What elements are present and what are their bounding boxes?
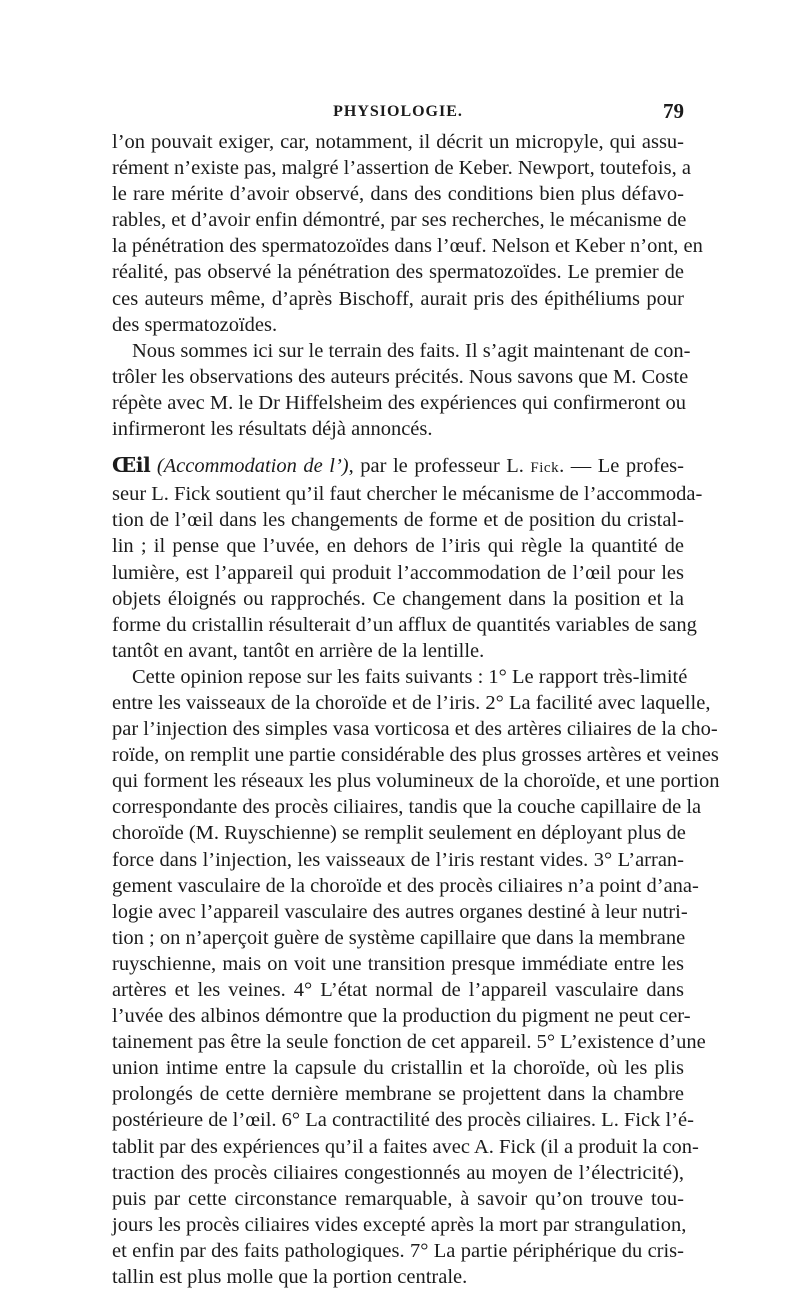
text-line: tantôt en avant, tantôt en arrière de la lentille. xyxy=(112,639,485,662)
author-name: Fick xyxy=(530,460,560,477)
text-line: Nous sommes ici sur le terrain des faits. Il s’agit maintenant de con- xyxy=(132,339,691,362)
text-line: rément n’existe pas, malgré l’assertion de Keber. Newport, toutefois, a xyxy=(112,157,691,180)
text-line: prolongés de cette dernière membrane se projettent dans la chambre xyxy=(112,1083,684,1106)
text-line: répète avec M. le Dr Hiffelsheim des expériences qui confirmeront ou xyxy=(112,391,686,414)
text-line: seur L. Fick soutient qu’il faut chercher le mécanisme de l’accommoda- xyxy=(112,483,703,506)
running-title: PHYSIOLOGIE. xyxy=(333,103,463,120)
text-line: jours les procès ciliaires vides excepté après la mort par strangulation, xyxy=(112,1213,687,1236)
section-heading-text: , par le professeur L. xyxy=(348,455,531,478)
text-line: ruyschienne, mais on voit une transition presque immédiate entre les xyxy=(112,952,684,975)
body-text xyxy=(112,129,720,1290)
section-gap xyxy=(112,442,684,452)
section-accommodation xyxy=(112,452,703,664)
text-line: le rare mérite d’avoir observé, dans des conditions bien plus défavo- xyxy=(112,183,684,206)
text-line: forme du cristallin résulterait d’un afflux de quantités variables de sang xyxy=(112,613,697,636)
text-line: Cette opinion repose sur les faits suivants : 1° Le rapport très-limité xyxy=(132,665,688,688)
text-line: lumière, est l’appareil qui produit l’accommodation de l’œil pour les xyxy=(112,561,684,584)
text-line: par l’injection des simples vasa vorticosa et des artères ciliaires de la cho- xyxy=(112,718,718,741)
text-line: qui forment les réseaux les plus volumineux de la choroïde, et une portion xyxy=(112,770,720,793)
text-line: puis par cette circonstance remarquable, à savoir qu’on trouve tou- xyxy=(112,1187,684,1210)
text-line: tainement pas être la seule fonction de cet appareil. 5° L’existence d’une xyxy=(112,1031,706,1054)
section-heading-line xyxy=(112,452,684,481)
text-line: objets éloignés ou rapprochés. Ce changement dans la position et la xyxy=(112,587,684,610)
text-line: tion de l’œil dans les changements de forme et de position du cristal- xyxy=(112,509,684,532)
text-line: roïde, on remplit une partie considérable des plus grosses artères et veines xyxy=(112,744,719,767)
text-line: correspondante des procès ciliaires, tandis que la couche capillaire de la xyxy=(112,796,702,819)
text-line: force dans l’injection, les vaisseaux de l’iris restant vides. 3° L’arran- xyxy=(112,848,684,871)
text-line: lin ; il pense que l’uvée, en dehors de l’iris qui règle la quantité de xyxy=(112,535,684,558)
text-line: réalité, pas observé la pénétration des spermatozoïdes. Le premier de xyxy=(112,261,684,284)
text-line: choroïde (M. Ruyschienne) se remplit seulement en déployant plus de xyxy=(112,822,686,845)
book-page xyxy=(112,95,720,1290)
running-head xyxy=(112,95,684,129)
text-line: ces auteurs même, d’après Bischoff, aurait pris des épithéliums pour xyxy=(112,287,684,310)
text-line: tion ; on n’aperçoit guère de système capillaire que dans la membrane xyxy=(112,926,686,949)
text-line: infirmeront les résultats déjà annoncés. xyxy=(112,418,433,441)
section-heading-tail: . — Le profes- xyxy=(559,455,684,478)
section-heading-italic: (Accommodation de l’) xyxy=(156,455,349,478)
text-line: rables, et d’avoir enfin démontré, par ses recherches, le mécanisme de xyxy=(112,209,687,232)
page-number: 79 xyxy=(663,99,684,123)
text-line: l’on pouvait exiger, car, notamment, il décrit un micropyle, qui assu- xyxy=(112,131,684,153)
paragraph-4 xyxy=(112,664,720,1290)
text-line: gement vasculaire de la choroïde et des procès ciliaires n’a point d’ana- xyxy=(112,874,699,897)
text-line: tallin est plus molle que la portion centrale. xyxy=(112,1266,468,1289)
text-line: postérieure de l’œil. 6° La contractilité des procès ciliaires. L. Fick l’é- xyxy=(112,1109,694,1132)
text-line: et enfin par des faits pathologiques. 7° La partie périphérique du cris- xyxy=(112,1239,684,1262)
text-line: la pénétration des spermatozoïdes dans l’œuf. Nelson et Keber n’ont, en xyxy=(112,235,703,258)
text-line: entre les vaisseaux de la choroïde et de l’iris. 2° La facilité avec laquelle, xyxy=(112,691,711,714)
section-heading-word: Œil xyxy=(112,453,151,478)
paragraph-1 xyxy=(112,129,703,338)
text-line: l’uvée des albinos démontre que la production du pigment ne peut cer- xyxy=(112,1005,691,1028)
text-line: tablit par des expériences qu’il a faites avec A. Fick (il a produit la con- xyxy=(112,1135,699,1158)
text-line: union intime entre la capsule du cristallin et la choroïde, où les plis xyxy=(112,1057,684,1080)
text-line: logie avec l’appareil vasculaire des autres organes destiné à leur nutri- xyxy=(112,900,688,923)
text-line: artères et les veines. 4° L’état normal de l’appareil vasculaire dans xyxy=(112,979,684,1001)
text-line: traction des procès ciliaires congestionnés au moyen de l’électricité), xyxy=(112,1161,684,1184)
text-line: trôler les observations des auteurs précités. Nous savons que M. Coste xyxy=(112,365,689,388)
paragraph-2 xyxy=(112,338,691,442)
text-line: des spermatozoïdes. xyxy=(112,313,278,336)
